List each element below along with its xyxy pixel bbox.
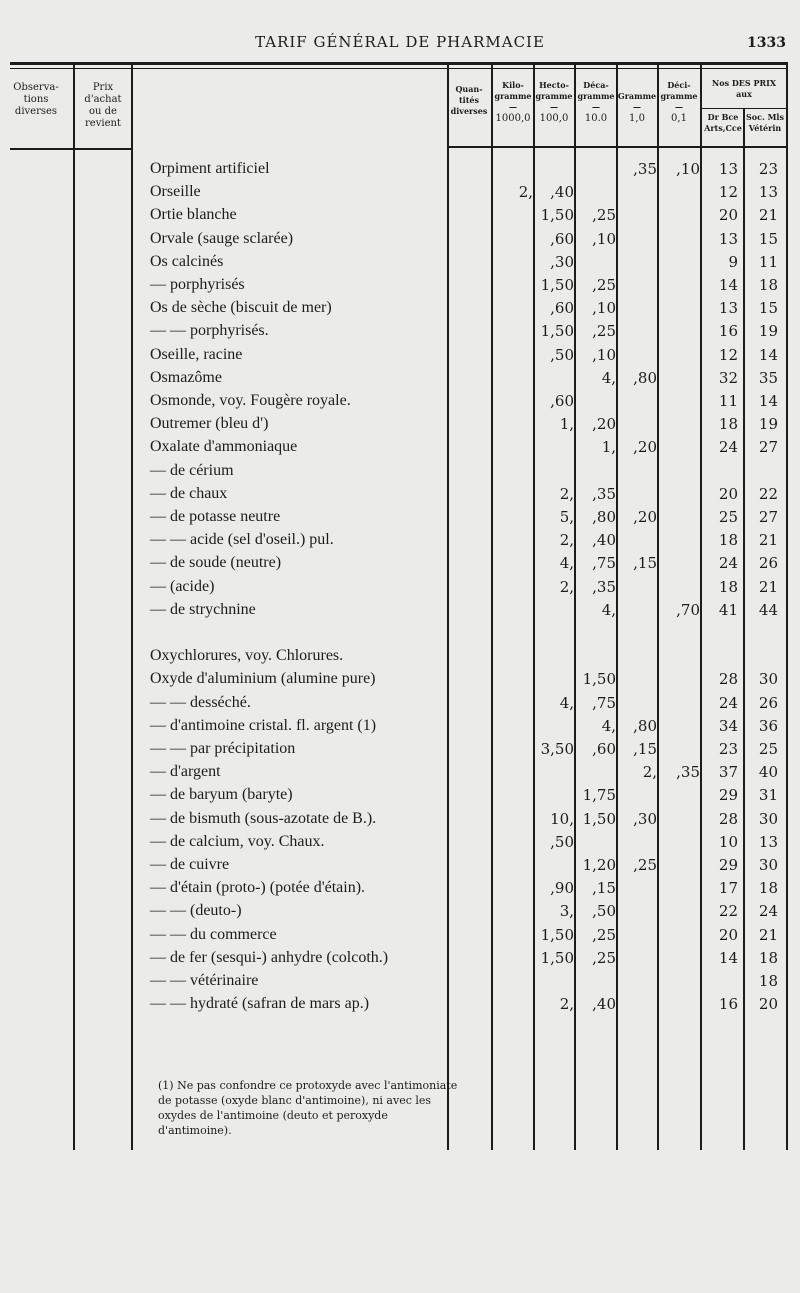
row-label: — — du commerce <box>150 925 277 943</box>
cell-deci: ,70 <box>676 600 700 619</box>
cell-n1: 18 <box>718 531 738 550</box>
cell-n2: 14 <box>758 345 778 364</box>
cell-n2: 30 <box>758 856 778 874</box>
cell-gramme: 2, <box>642 763 657 782</box>
cell-n2: 13 <box>758 183 778 202</box>
cell-deci: ,10 <box>676 160 700 178</box>
cell-n2: 26 <box>758 554 778 573</box>
cell-n2: 22 <box>758 484 778 503</box>
table-row <box>0 392 800 416</box>
row-label: — de chaux <box>150 484 228 502</box>
cell-hecto: ,40 <box>550 183 574 202</box>
cell-n1: 32 <box>718 368 738 387</box>
cell-deca: ,35 <box>592 484 616 503</box>
table-row <box>0 972 800 996</box>
cell-n1: 11 <box>718 392 738 410</box>
cell-n1: 23 <box>718 740 738 758</box>
cell-n2: 18 <box>758 276 778 294</box>
cell-deca: ,40 <box>592 995 616 1014</box>
cell-deca: ,75 <box>592 554 616 573</box>
row-label: Osmonde, voy. Fougère royale. <box>150 392 351 409</box>
row-label: — de soude (neutre) <box>150 554 282 572</box>
cell-gramme: ,25 <box>633 856 657 874</box>
cell-n2: 19 <box>758 415 778 434</box>
header-gramme: Gramme — 1,0 <box>617 91 657 124</box>
cell-n1: 12 <box>718 345 738 364</box>
table-row <box>0 346 800 370</box>
cell-gramme: ,15 <box>633 554 657 573</box>
cell-n2: 20 <box>758 995 778 1014</box>
cell-n1: 14 <box>718 948 738 967</box>
header-observations: Observa- tions diverses <box>13 82 59 117</box>
row-label: Oseille, racine <box>150 345 243 363</box>
cell-hecto: 4, <box>559 554 574 573</box>
cell-n1: 24 <box>718 693 738 712</box>
cell-n1: 24 <box>718 438 738 457</box>
table-row <box>0 949 800 973</box>
table-row <box>0 253 800 277</box>
row-label: — de cuivre <box>150 856 230 873</box>
table-row <box>0 462 800 486</box>
cell-hecto: 10, <box>550 809 574 828</box>
cell-n1: 20 <box>718 206 738 225</box>
cell-hecto: 1, <box>559 415 574 434</box>
row-label: Ortie blanche <box>150 206 237 224</box>
cell-deca: ,25 <box>592 948 616 967</box>
cell-hecto: ,60 <box>550 392 574 410</box>
cell-gramme: ,20 <box>633 508 657 526</box>
table-row <box>0 415 800 439</box>
cell-deca: 4, <box>601 716 616 735</box>
table-row <box>0 624 800 648</box>
table-row <box>0 833 800 857</box>
cell-hecto: 3,50 <box>540 740 574 758</box>
row-label: — — vétérinaire <box>150 972 259 989</box>
table-row <box>0 902 800 926</box>
cell-n2: 18 <box>758 879 778 898</box>
cell-hecto: 1,50 <box>540 322 574 341</box>
cell-n2: 44 <box>758 600 778 619</box>
table-row <box>0 554 800 578</box>
cell-gramme: ,80 <box>633 716 657 735</box>
cell-hecto: ,60 <box>550 299 574 318</box>
cell-hecto: 1,50 <box>540 948 574 967</box>
cell-n1: 13 <box>718 160 738 178</box>
cell-n2: 27 <box>758 438 778 457</box>
cell-hecto: 2, <box>559 577 574 596</box>
cell-hecto: 1,50 <box>540 925 574 944</box>
cell-gramme: ,80 <box>633 368 657 387</box>
cell-n2: 14 <box>758 392 778 410</box>
row-label: — (acide) <box>150 577 215 595</box>
cell-n1: 16 <box>718 322 738 341</box>
table-row <box>0 322 800 346</box>
cell-deca: ,15 <box>592 879 616 898</box>
header-nos-des-prix: Nos DES PRIX aux <box>711 78 777 99</box>
cell-deca: 1,20 <box>582 856 616 874</box>
row-label: — — acide (sel d'oseil.) pul. <box>150 531 334 549</box>
row-label: Orpiment artificiel <box>150 160 270 177</box>
row-label: Os calcinés <box>150 252 224 270</box>
cell-n2: 21 <box>758 206 778 225</box>
row-label: — — par précipitation <box>150 740 296 757</box>
table-row <box>0 995 800 1019</box>
cell-hecto: ,60 <box>550 229 574 248</box>
header-deci: Déci- gramme — 0,1 <box>660 80 698 124</box>
cell-hecto: 3, <box>559 902 574 921</box>
cell-deca: 1,50 <box>582 809 616 828</box>
cell-n2: 18 <box>758 948 778 967</box>
header-rule-right <box>448 146 788 148</box>
table-row <box>0 879 800 903</box>
table-row <box>0 670 800 694</box>
table-row <box>0 230 800 254</box>
table-row <box>0 369 800 393</box>
header-rule-left <box>10 148 132 150</box>
cell-n1: 25 <box>718 508 738 526</box>
cell-n2: 26 <box>758 693 778 712</box>
top-rule-thin <box>10 68 788 69</box>
table-row <box>0 531 800 555</box>
cell-n2: 15 <box>758 229 778 248</box>
cell-n2: 21 <box>758 925 778 944</box>
cell-n2: 31 <box>758 786 778 805</box>
cell-deca: ,10 <box>592 229 616 248</box>
cell-hecto: ,50 <box>550 345 574 364</box>
row-label: — de baryum (baryte) <box>150 786 293 804</box>
cell-n2: 11 <box>758 252 778 271</box>
cell-n1: 12 <box>718 183 738 202</box>
cell-hecto: 5, <box>559 508 574 526</box>
row-label: — — (deuto-) <box>150 902 242 920</box>
row-label: — — porphyrisés. <box>150 322 269 340</box>
table-row <box>0 299 800 323</box>
cell-deca: 1,75 <box>582 786 616 805</box>
cell-n1: 17 <box>718 879 738 898</box>
table-row <box>0 717 800 741</box>
cell-hecto: 2, <box>559 531 574 550</box>
row-label: Osmazôme <box>150 368 222 386</box>
table-row <box>0 485 800 509</box>
cell-kilo: 2, <box>518 183 533 202</box>
cell-deca: ,10 <box>592 299 616 318</box>
header-hecto: Hecto- gramme — 100,0 <box>535 80 573 124</box>
table-row <box>0 160 800 184</box>
cell-n2: 30 <box>758 670 778 689</box>
row-label: Oxychlorures, voy. Chlorures. <box>150 647 344 665</box>
cell-gramme: ,20 <box>633 438 657 457</box>
row-label: — de fer (sesqui-) anhydre (colcoth.) <box>150 948 389 966</box>
cell-n2: 21 <box>758 577 778 596</box>
cell-n1: 20 <box>718 925 738 944</box>
cell-deca: ,40 <box>592 531 616 550</box>
cell-deca: ,25 <box>592 322 616 341</box>
table-row <box>0 206 800 230</box>
cell-n2: 15 <box>758 299 778 318</box>
cell-deca: ,75 <box>592 693 616 712</box>
cell-n1: 24 <box>718 554 738 573</box>
row-label: — d'étain (proto-) (potée d'étain). <box>150 879 366 897</box>
cell-n2: 36 <box>758 716 778 735</box>
cell-n1: 37 <box>718 763 738 782</box>
cell-deca: ,60 <box>592 740 616 758</box>
table-row <box>0 763 800 787</box>
cell-n2: 40 <box>758 763 778 782</box>
cell-deca: ,20 <box>592 415 616 434</box>
cell-hecto: 4, <box>559 693 574 712</box>
cell-n1: 28 <box>718 670 738 689</box>
cell-n1: 13 <box>718 299 738 318</box>
cell-n2: 23 <box>758 160 778 178</box>
table-row <box>0 810 800 834</box>
row-label: — d'argent <box>150 763 221 781</box>
table-row <box>0 856 800 880</box>
table-row <box>0 647 800 671</box>
cell-n2: 19 <box>758 322 778 341</box>
cell-hecto: 1,50 <box>540 276 574 294</box>
running-title: TARIF GÉNÉRAL DE PHARMACIE <box>255 33 545 51</box>
table-row <box>0 740 800 764</box>
cell-n1: 18 <box>718 577 738 596</box>
cell-n1: 16 <box>718 995 738 1014</box>
cell-n1: 10 <box>718 832 738 851</box>
cell-deca: 4, <box>601 600 616 619</box>
cell-n2: 30 <box>758 809 778 828</box>
page-number: 1333 <box>747 35 786 51</box>
table-row <box>0 786 800 810</box>
cell-hecto: ,50 <box>550 832 574 851</box>
header-kilo: Kilo- gramme — 1000,0 <box>494 80 532 124</box>
cell-deca: ,35 <box>592 577 616 596</box>
cell-hecto: ,90 <box>550 879 574 898</box>
cell-deca: 4, <box>601 368 616 387</box>
row-label: — — hydraté (safran de mars ap.) <box>150 995 370 1013</box>
footnote: (1) Ne pas confondre ce protoxyde avec l'antimoniate de potasse (oxyde blanc d'antimoine), ni avec les oxydes de l'antimoine (deuto et peroxyde d'antimoine). <box>158 1079 458 1137</box>
cell-n1: 29 <box>718 856 738 874</box>
cell-n1: 22 <box>718 902 738 921</box>
top-rule <box>10 62 788 65</box>
header-arts: Dr Bce Arts,Cce <box>704 112 742 133</box>
cell-deci: ,35 <box>676 763 700 782</box>
cell-n2: 13 <box>758 832 778 851</box>
table-row <box>0 578 800 602</box>
row-label: Os de sèche (biscuit de mer) <box>150 299 332 317</box>
cell-n1: 29 <box>718 786 738 805</box>
cell-hecto: 1,50 <box>540 206 574 225</box>
cell-n1: 14 <box>718 276 738 294</box>
header-deca: Déca- gramme — 10.0 <box>577 80 615 124</box>
cell-hecto: 2, <box>559 995 574 1014</box>
row-label: — de calcium, voy. Chaux. <box>150 832 325 850</box>
table-row <box>0 183 800 207</box>
cell-n2: 21 <box>758 531 778 550</box>
cell-n2: 18 <box>758 972 778 990</box>
header-soc: Soc. Mls Vétérin <box>746 112 784 133</box>
cell-n1: 34 <box>718 716 738 735</box>
table-row <box>0 508 800 532</box>
cell-n1: 41 <box>718 600 738 619</box>
row-label: — de bismuth (sous-azotate de B.). <box>150 809 377 827</box>
row-label: Orseille <box>150 183 201 201</box>
cell-hecto: 2, <box>559 484 574 503</box>
row-label: Orvale (sauge sclarée) <box>150 229 294 247</box>
row-label: — de strychnine <box>150 600 256 618</box>
cell-n2: 24 <box>758 902 778 921</box>
cell-n1: 28 <box>718 809 738 828</box>
row-label: Oxyde d'aluminium (alumine pure) <box>150 670 376 688</box>
table-row <box>0 438 800 462</box>
table-row <box>0 694 800 718</box>
cell-deca: ,50 <box>592 902 616 921</box>
cell-deca: 1,50 <box>582 670 616 689</box>
cell-n2: 27 <box>758 508 778 526</box>
row-label: — — desséché. <box>150 693 251 711</box>
cell-deca: ,80 <box>592 508 616 526</box>
cell-hecto: ,30 <box>550 252 574 271</box>
cell-n2: 25 <box>758 740 778 758</box>
cell-deca: ,25 <box>592 925 616 944</box>
cell-gramme: ,35 <box>633 160 657 178</box>
row-label: — d'antimoine cristal. fl. argent (1) <box>150 716 377 734</box>
cell-n1: 18 <box>718 415 738 434</box>
cell-deca: ,10 <box>592 345 616 364</box>
cell-gramme: ,15 <box>633 740 657 758</box>
row-label: — porphyrisés <box>150 276 245 293</box>
row-label: — de cérium <box>150 461 234 479</box>
cell-n1: 13 <box>718 229 738 248</box>
header-quantites: Quan- tités diverses <box>450 84 488 116</box>
table-row <box>0 601 800 625</box>
cell-deca: ,25 <box>592 206 616 225</box>
row-label: Outremer (bleu d') <box>150 415 269 433</box>
cell-gramme: ,30 <box>633 809 657 828</box>
cell-deca: ,25 <box>592 276 616 294</box>
header-prix: Prix d'achat ou de revient <box>84 82 122 129</box>
cell-n1: 20 <box>718 484 738 503</box>
table-row <box>0 926 800 950</box>
row-label: — de potasse neutre <box>150 508 281 525</box>
row-label: Oxalate d'ammoniaque <box>150 438 298 456</box>
table-row <box>0 276 800 300</box>
cell-deca: 1, <box>601 438 616 457</box>
cell-n2: 35 <box>758 368 778 387</box>
cell-n1: 9 <box>728 252 738 271</box>
